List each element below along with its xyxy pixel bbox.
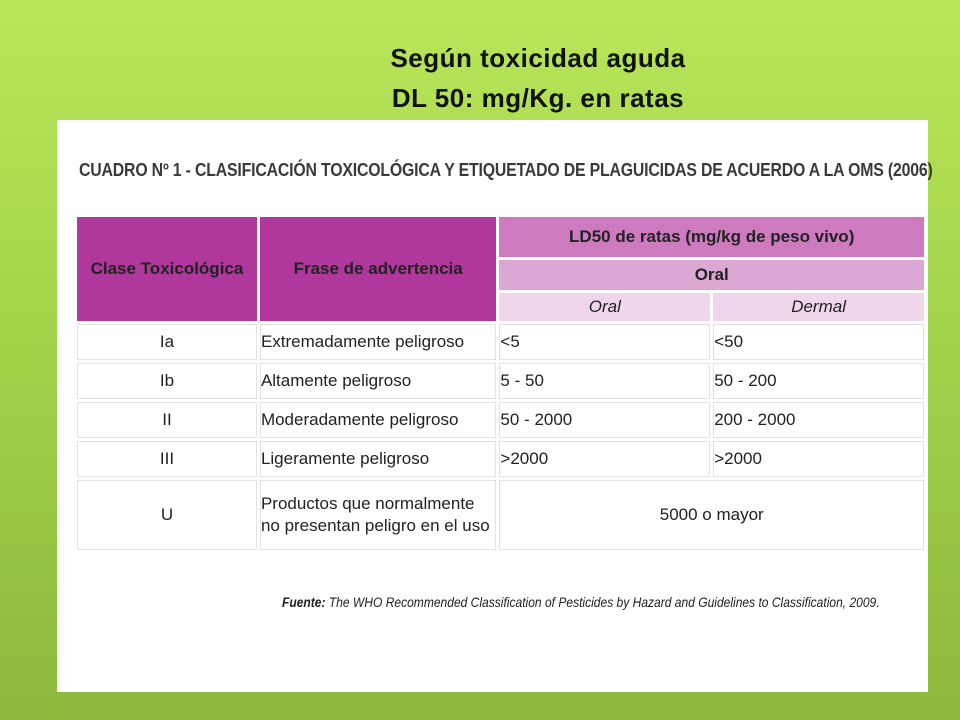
class-cell: U (77, 480, 257, 550)
header-phrase: Frase de advertencia (260, 217, 496, 321)
dermal-cell: <50 (713, 324, 924, 360)
oral-cell: 50 - 2000 (499, 402, 710, 438)
slide-title-line-2: DL 50: mg/Kg. en ratas (391, 83, 685, 113)
phrase-cell (260, 480, 496, 550)
phrase-cell: Altamente peligroso (260, 363, 496, 399)
oral-cell: >2000 (499, 441, 710, 477)
merged-value-cell: 5000 o mayor (499, 480, 924, 550)
class-cell: Ia (77, 324, 257, 360)
dermal-cell: >2000 (713, 441, 924, 477)
phrase-cell: Moderadamente peligroso (260, 402, 496, 438)
header-oral-group: Oral (499, 260, 924, 290)
oral-cell: <5 (499, 324, 710, 360)
dermal-cell: 50 - 200 (713, 363, 924, 399)
table-row (77, 480, 924, 550)
phrase-line-2: no presentan peligro en el uso (260, 516, 490, 535)
table-heading: CUADRO Nº 1 - CLASIFICACIÓN TOXICOLÓGICA Y ETIQUETADO DE PLAGUICIDAS DE ACUERDO A LA OMS (2006) (79, 160, 933, 180)
table-row (77, 363, 924, 399)
class-cell: II (77, 402, 257, 438)
slide-title (0, 38, 960, 118)
source-note (282, 594, 880, 610)
header-sub-oral: Oral (499, 293, 710, 321)
phrase-cell: Ligeramente peligroso (260, 441, 496, 477)
class-cell: Ib (77, 363, 257, 399)
header-sub-dermal: Dermal (713, 293, 924, 321)
table-image-panel (57, 120, 933, 692)
phrase-cell: Extremadamente peligroso (260, 324, 496, 360)
source-text: The WHO Recommended Classification of Pesticides by Hazard and Guidelines to Classification, 2009. (325, 594, 880, 610)
slide-title-line-1: Según toxicidad aguda (390, 43, 686, 73)
header-row-1 (77, 217, 924, 257)
header-class: Clase Toxicológica (77, 217, 257, 321)
class-cell: III (77, 441, 257, 477)
toxicity-table (74, 214, 927, 553)
oral-cell: 5 - 50 (499, 363, 710, 399)
dermal-cell: 200 - 2000 (713, 402, 924, 438)
table-row (77, 402, 924, 438)
table-row (77, 324, 924, 360)
header-ld50: LD50 de ratas (mg/kg de peso vivo) (499, 217, 924, 257)
phrase-line-1: Productos que normalmente (260, 494, 475, 513)
table-row (77, 441, 924, 477)
source-label: Fuente: (282, 594, 326, 610)
